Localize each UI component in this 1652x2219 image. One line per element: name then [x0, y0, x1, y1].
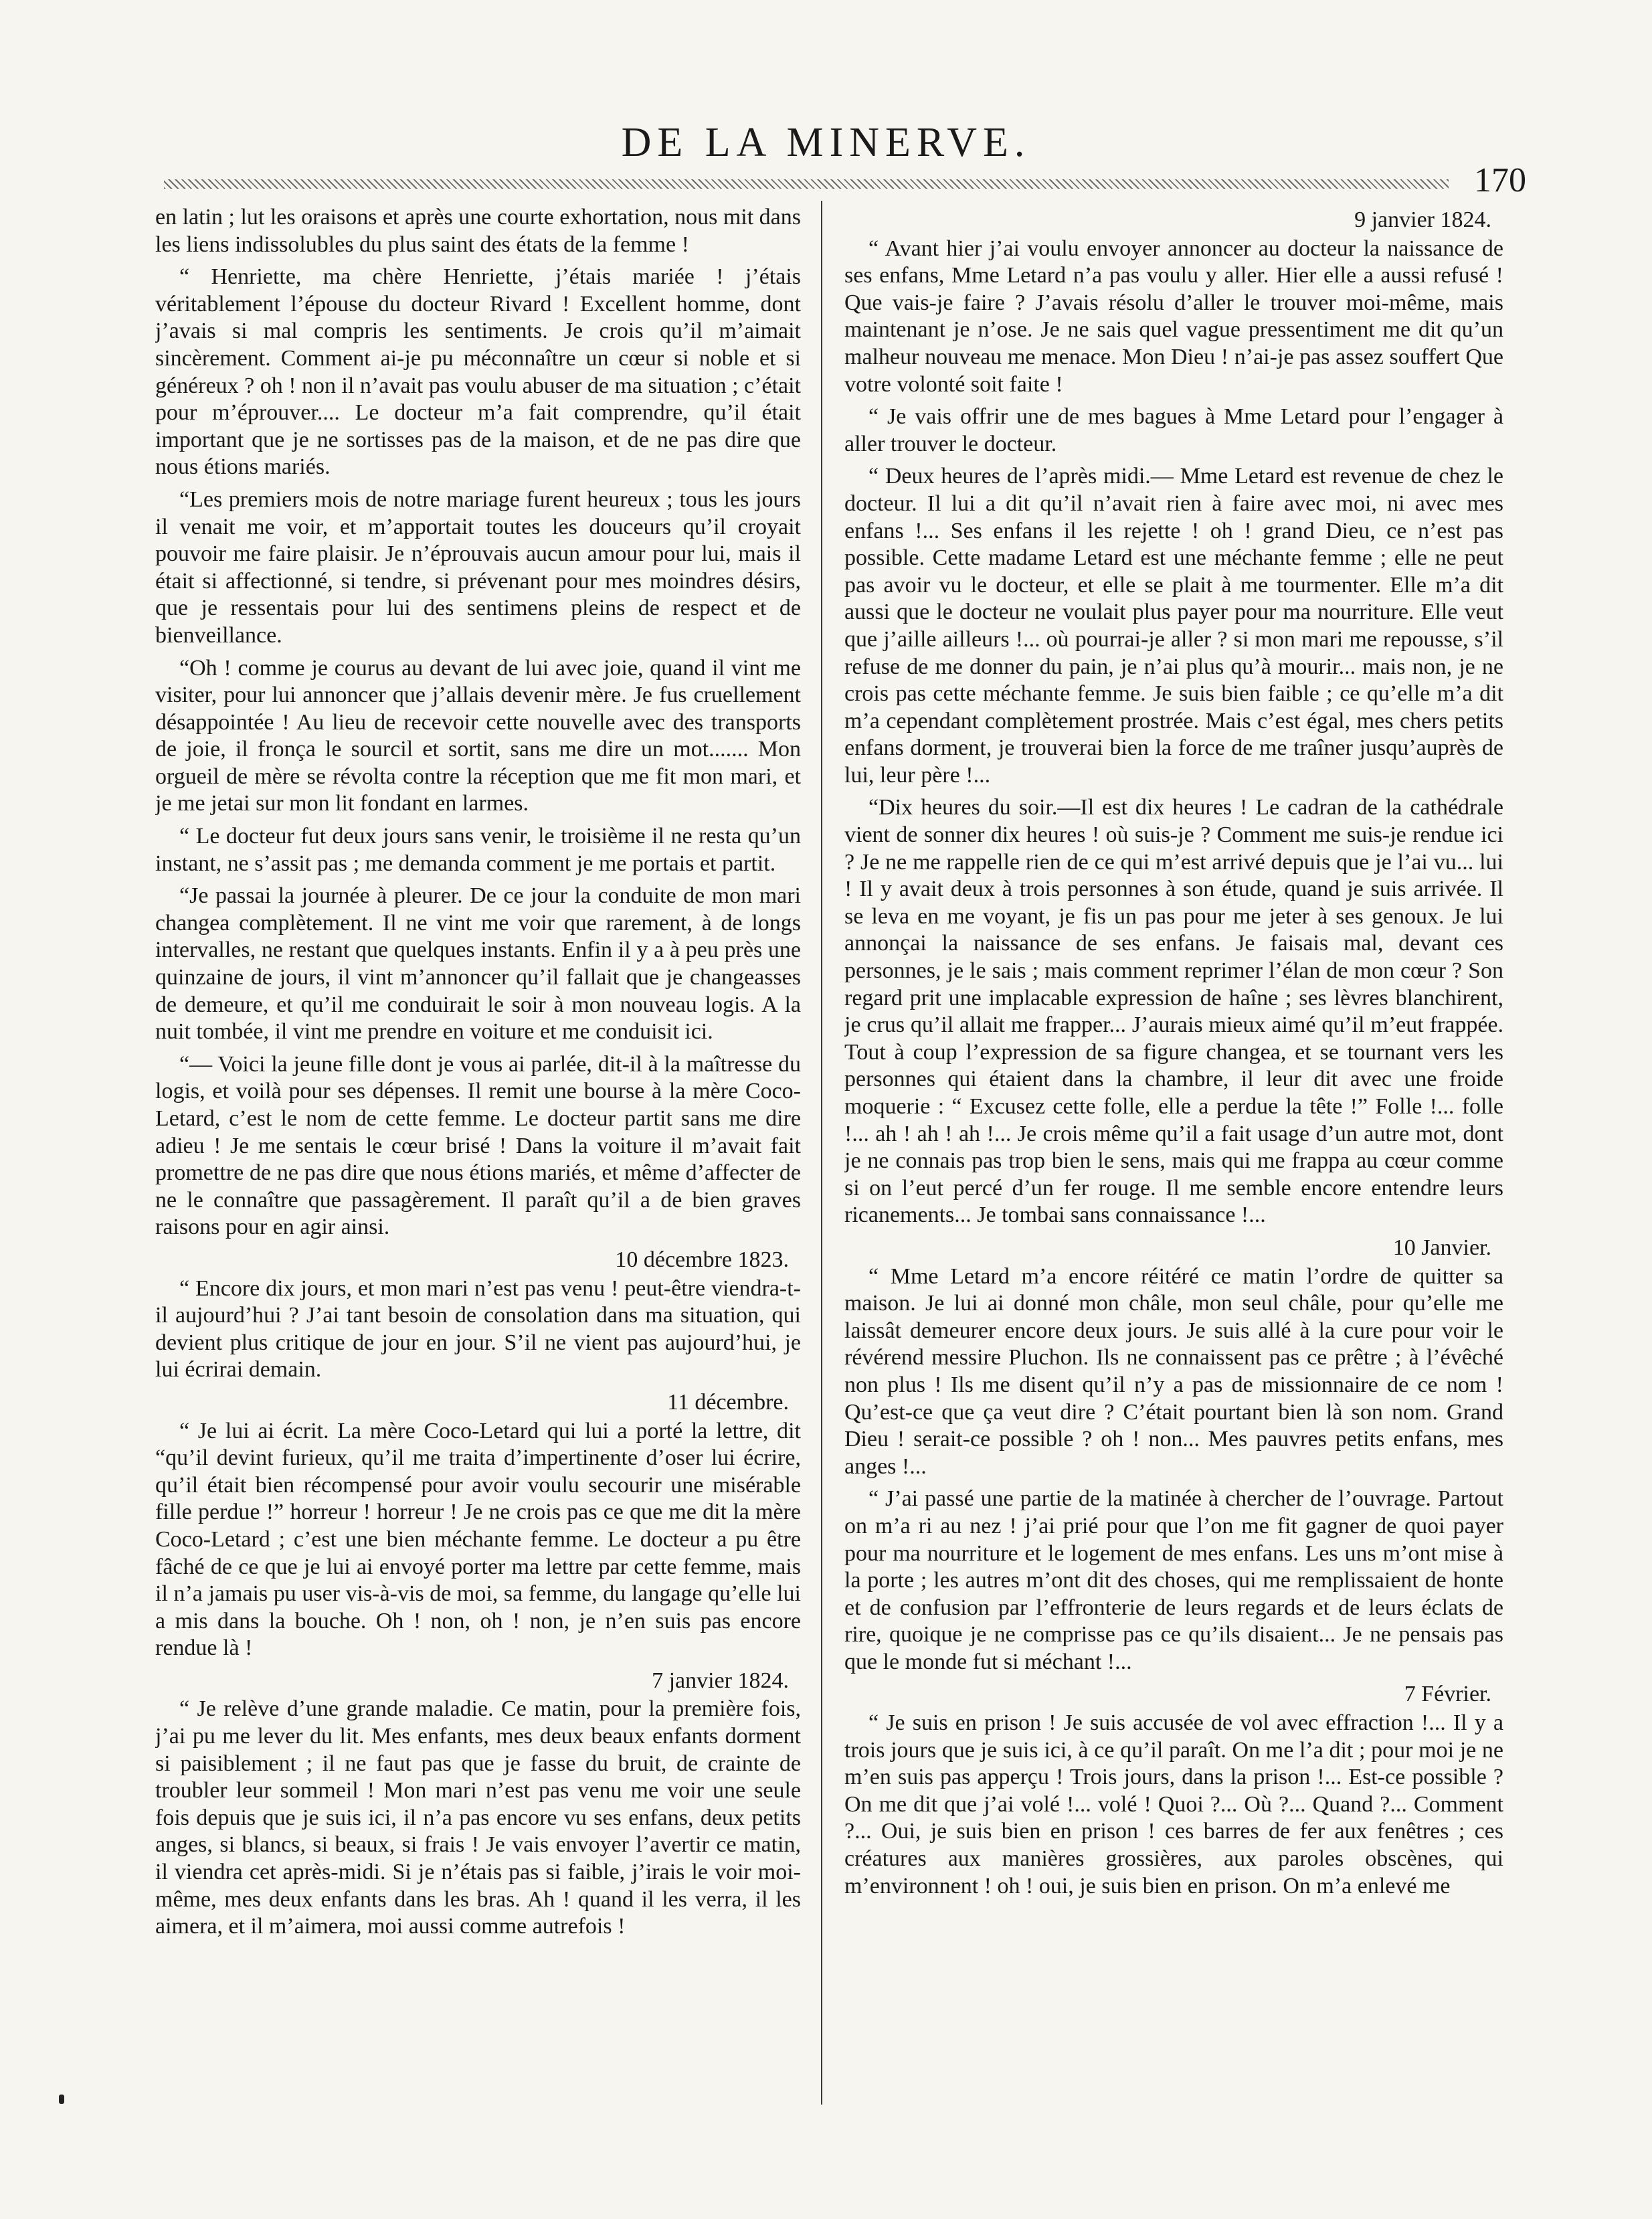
margin-ink-mark	[59, 2095, 64, 2104]
paragraph: “Dix heures du soir.—Il est dix heures ! Le cadran de la cathédrale vient de sonner dix heures ! où suis-je ? Comment me suis-je rendue ici ? Je ne me rappelle rien de ce qui m’est arrivé depuis que je l’ai vu... lui ! Il y avait deux à trois personnes à son étude, quand je suis arrivée. Il se leva en me voyant, je fis un pas pour me jeter à ses genoux. Je lui annonçai la naissance de ses enfans. Je faisais mal, devant ces personnes, je le sais ; mais comment reprimer l’élan de mon cœur ? Son regard prit une implacable expression de haîne ; ses lèvres blanchirent, je crus qu’il allait me frapper... J’aurais mieux aimé qu’il m’eut frappée. Tout à coup l’expression de sa figure changea, et se tournant vers les personnes qui étaient dans la chambre, il leur dit avec une froide moquerie : “ Excusez cette folle, elle a perdue la tête !” Folle !... folle !... ah ! ah ! ah !... Je crois même qu’il a fait usage d’un autre mot, dont je ne connais pas trop bien le sens, mais qui me frappa au cœur comme si on l’eut percé d’un fer rouge. Il me semble encore entendre leurs ricanements... Je tombai sans connaissance !...	[844, 795, 1503, 1228]
paragraph: “Je passai la journée à pleurer. De ce jour la conduite de mon mari changea complètement. Il ne vint me voir que rarement, à de longs intervalles, ne restant que quelques instants. Enfin il y a à peu près une quinzaine de jours, il vint m’annoncer qu’il fallait que je changeasses de demeure, et qu’il me conduirait le soir à mon nouveau logis. A la nuit tombée, il vint me prendre en voiture et me conduisit ici.	[155, 883, 801, 1045]
paragraph: “Les premiers mois de notre mariage furent heureux ; tous les jours il venait me voir, et m’apportait toutes les douceurs qu’il croyait pouvoir me faire plaisir. Je n’éprouvais aucun amour pour lui, mais il était si affectionné, si tendre, si prévenant pour mes moindres désirs, que je ressentais pour lui des sentimens pleins de respect et de bienveillance.	[155, 486, 801, 648]
entry-date: 10 décembre 1823.	[615, 1247, 789, 1272]
entry-date: 11 décembre.	[667, 1389, 789, 1415]
header-rule	[164, 179, 1449, 189]
paragraph: “ Mme Letard m’a encore réitéré ce matin l’ordre de quitter sa maison. Je lui ai donné mon châle, mon seul châle, pour qu’elle me laissât demeurer encore deux jours. Je suis allé à la cure pour voir le révérend messire Pluchon. Ils ne connaissent pas ce prêtre ; à l’évêché non plus ! Ils me disent qu’il n’y a pas de missionnaire de ce nom ! Qu’est-ce que ça veut dire ? C’était pourtant bien là son nom. Grand Dieu ! serait-ce possible ? oh ! non... Mes pauvres petits enfans, mes anges !...	[844, 1263, 1503, 1479]
paragraph: “ Je lui ai écrit. La mère Coco-Letard qui lui a porté la lettre, dit “qu’il devint furieux, qu’il me traita d’impertinente d’oser lui écrire, qu’il était bien récompensé pour avoir voulu secourir une misérable fille perdue !” horreur ! horreur ! Je ne crois pas ce que me dit la mère Coco-Letard ; c’est une bien méchante femme. Le docteur a pu être fâché de ce que je lui ai envoyé porter ma lettre par cette femme, mais il n’a jamais pu user vis-à-vis de moi, sa femme, du langage qu’elle lui a mis dans la bouche. Oh ! non, oh ! non, je n’en suis pas encore rendue là !	[155, 1418, 801, 1661]
paragraph: “ Je suis en prison ! Je suis accusée de vol avec effraction !... Il y a trois jours que je suis ici, à ce qu’il paraît. On me l’a dit ; pour moi je ne m’en suis pas apperçu ! Trois jours, dans la prison !... Est-ce possible ? On me dit que j’ai volé !... volé ! Quoi ?... Où ?... Quand ?... Comment ?... Oui, je suis bien en prison ! ces barres de fer aux fenêtres ; ces créatures aux manières grossières, aux paroles obscènes, qui m’environnent ! oh ! oui, je suis bien en prison. On m’a enlevé me	[844, 1710, 1503, 1898]
paragraph: “ Deux heures de l’après midi.— Mme Letard est revenue de chez le docteur. Il lui a dit qu’il n’avait rien à faire avec moi, ni avec mes enfans !... Ses enfans il les rejette ! oh ! grand Dieu, ce n’est pas possible. Cette madame Letard est une méchante femme ; elle ne peut pas avoir vu le docteur, et elle se plait à me tourmenter. Elle m’a dit aussi que le docteur ne voulait plus payer pour ma nourriture. Elle veut que j’aille ailleurs !... où pourrai-je aller ? si mon mari me repousse, s’il refuse de me donner du pain, je n’ai plus qu’à mourir... mais non, je ne crois pas cette méchante femme. Je suis bien faible ; ce qu’elle m’a dit m’a cependant complètement prostrée. Mais c’est égal, mes chers petits enfans dorment, je trouverai bien la force de me traîner jusqu’auprès de lui, leur père !...	[844, 464, 1503, 788]
paragraph: “Oh ! comme je courus au devant de lui avec joie, quand il vint me visiter, pour lui annoncer que j’allais devenir mère. Je fus cruellement désappointée ! Au lieu de recevoir cette nouvelle avec des transports de joie, il fronça le sourcil et sortit, sans me dire un mot....... Mon orgueil de mère se révolta contre la réception que me fit mon mari, et je me jetai sur mon lit fondant en larmes.	[155, 655, 801, 816]
right-column	[844, 204, 1503, 2145]
paragraph: “ Je relève d’une grande maladie. Ce matin, pour la première fois, j’ai pu me lever du lit. Mes enfants, mes deux beaux enfants dorment si paisiblement ; il ne faut pas que je fasse du bruit, de crainte de troubler leur sommeil ! Mon mari n’est pas venu me voir une seule fois depuis que je suis ici, il n’a pas encore vu ses enfans, deux petits anges, si blancs, si beaux, si frais ! Je vais envoyer l’avertir ce matin, il viendra cet après-midi. Si je n’étais pas si faible, j’irais le voir moi-même, mes deux enfants dans les bras. Ah ! quand il les verra, il les aimera, et il m’aimera, moi aussi comme autrefois !	[155, 1696, 801, 1939]
page-number: 170	[1474, 161, 1526, 199]
running-title: DE LA MINERVE.	[621, 120, 1031, 165]
paragraph: “ Le docteur fut deux jours sans venir, le troisième il ne resta qu’un instant, ne s’assit pas ; me demanda comment je me portais et partit.	[155, 824, 801, 876]
paragraph: en latin ; lut les oraisons et après une courte exhortation, nous mit dans les liens indissolubles du plus saint des états de la femme !	[155, 205, 801, 257]
entry-date: 7 Février.	[1404, 1682, 1491, 1707]
paragraph: “ Encore dix jours, et mon mari n’est pas venu ! peut-être viendra-t-il aujourd’hui ? J’ai tant besoin de consolation dans ma situation, qui devient plus critique de jour en jour. S’il ne vient pas aujourd’hui, je lui écrirai demain.	[155, 1275, 801, 1383]
left-column	[155, 204, 801, 2145]
paragraph: “— Voici la jeune fille dont je vous ai parlée, dit-il à la maîtresse du logis, et voilà pour ses dépenses. Il remit une bourse à la mère Coco-Letard, c’est le nom de cette femme. Le docteur partit sans me dire adieu ! Je me sentais le cœur brisé ! Dans la voiture il m’avait fait promettre de ne pas dire que nous étions mariés, et même d’affecter de ne le connaître que passagèrement. Il paraît qu’il a de bien graves raisons pour en agir ainsi.	[155, 1051, 801, 1240]
entry-date: 9 janvier 1824.	[1354, 207, 1491, 232]
entry-date: 7 janvier 1824.	[652, 1668, 789, 1693]
paragraph: “ J’ai passé une partie de la matinée à chercher de l’ouvrage. Partout on m’a ri au nez ! j’ai prié pour que l’on me fit gagner de quoi payer pour ma nourriture et le logement de mes enfans. Les uns m’ont mise à la porte ; les autres m’ont dit des choses, qui me remplissaient de honte et de confusion par l’effronterie de leurs regards et de leurs éclats de rire, quoique je ne comprisse pas ce qu’ils disaient... Je ne pensais pas que le monde fut si méchant !...	[844, 1486, 1503, 1674]
paragraph: “ Henriette, ma chère Henriette, j’étais mariée ! j’étais véritablement l’épouse du docteur Rivard ! Excellent homme, dont j’avais si mal compris les sentiments. Je crois qu’il m’aimait sincèrement. Comment ai-je pu méconnaître un cœur si noble et si généreux ? oh ! non il n’avait pas voulu abuser de ma situation ; c’était pour m’éprouver.... Le docteur m’a fait comprendre, qu’il était important que je ne sortisses pas de la maison, et de ne pas dire que nous étions mariés.	[155, 264, 801, 480]
column-divider	[821, 201, 822, 2105]
paragraph: “ Avant hier j’ai voulu envoyer annoncer au docteur la naissance de ses enfans, Mme Letard n’a pas voulu y aller. Hier elle a aussi refusé ! Que vais-je faire ? J’avais résolu d’aller le trouver moi-même, mais maintenant je n’ose. Je ne sais quel vague pressentiment me dit qu’un malheur nouveau me menace. Mon Dieu ! n’ai-je pas assez souffert Que votre volonté soit faite !	[844, 236, 1503, 397]
paragraph: “ Je vais offrir une de mes bagues à Mme Letard pour l’engager à aller trouver le docteur.	[844, 404, 1503, 456]
entry-date: 10 Janvier.	[1392, 1235, 1491, 1260]
